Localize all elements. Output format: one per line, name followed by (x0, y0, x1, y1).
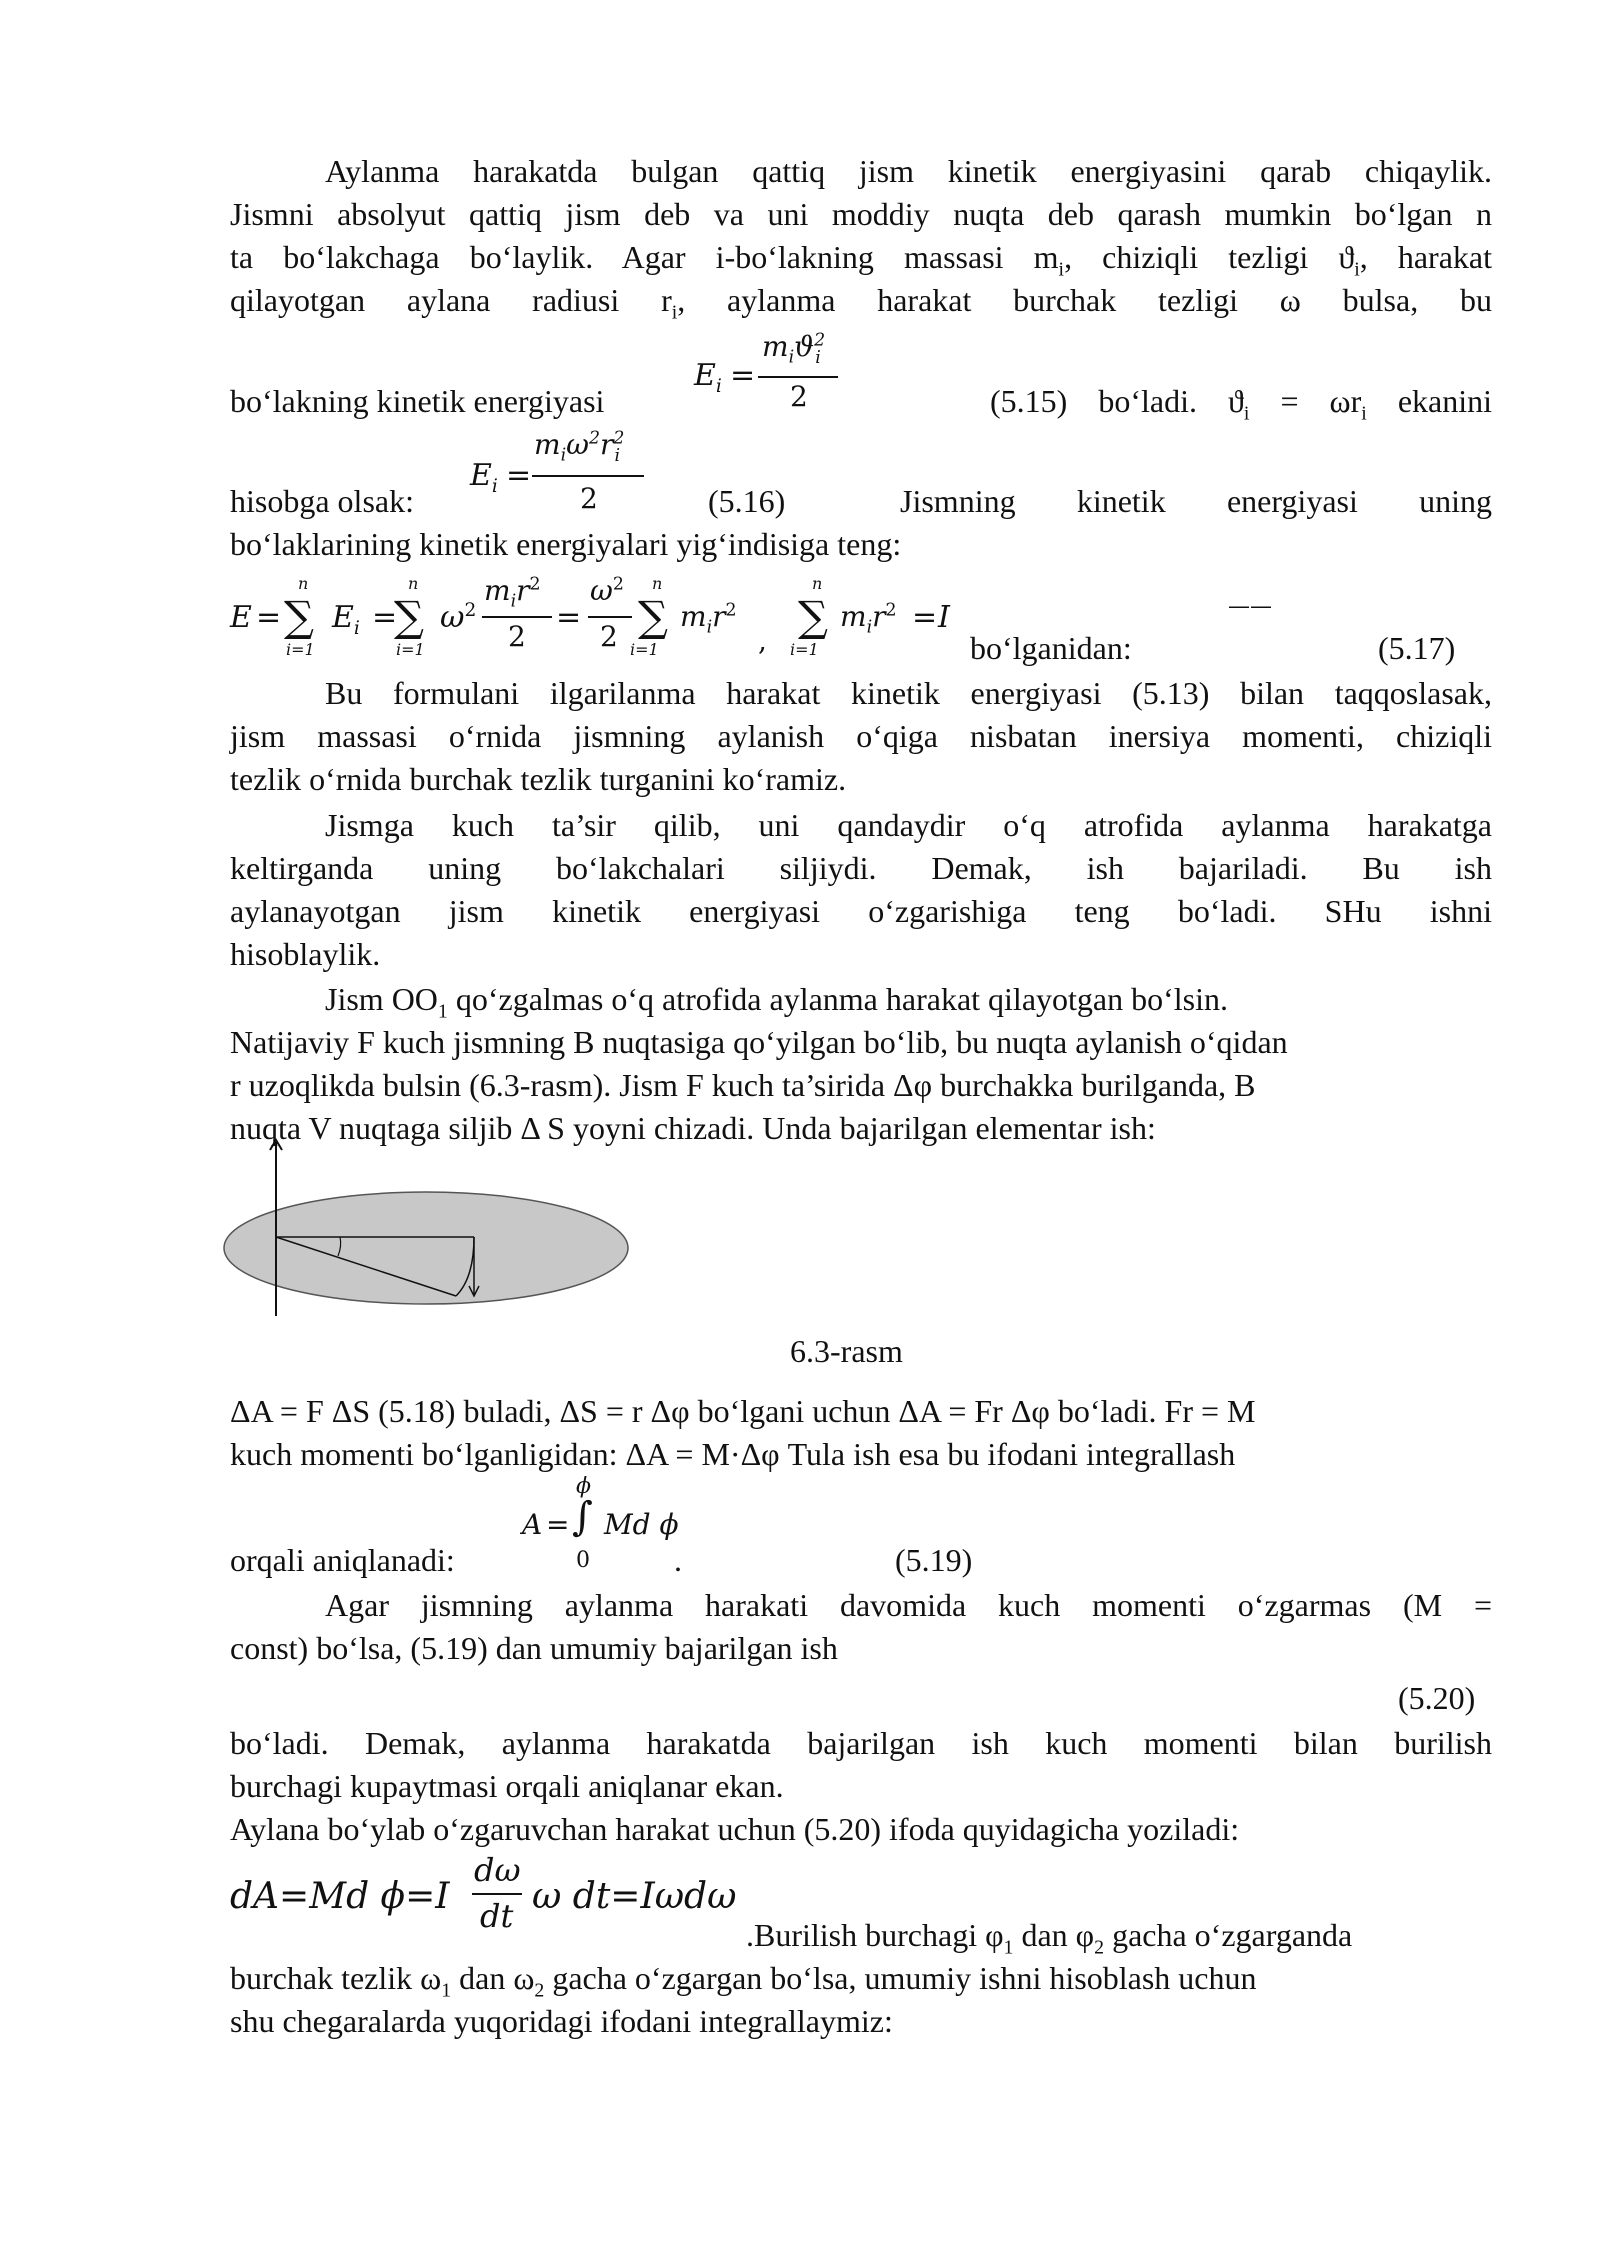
equation-number: (5.20) (1398, 1680, 1476, 1716)
text-line: Agar jismning aylanma harakati davomida kuch momenti o‘zgarmas (M = (325, 1587, 1492, 1623)
text-line: Jismga kuch ta’sir qilib, uni qandaydir o‘q atrofida aylanma harakatga (325, 807, 1492, 843)
text-line: ta bo‘lakchaga bo‘laylik. Agar i-bo‘lakning massasi $m_i$, chiziqli tezligi $ϑ_i$, harakat (230, 239, 1493, 281)
equation-number: (5.19) (895, 1542, 973, 1578)
text-line: tezlik o‘rnida burchak tezlik turganini ko‘ramiz. (230, 761, 847, 797)
text-line: hisoblaylik. (230, 936, 381, 972)
text-line: r uzoqlikda bulsin (6.3-rasm). Jism F kuch ta’sirida Δφ burchakka burilganda, B (230, 1067, 1256, 1103)
text-line: shu chegaralarda yuqoridagi ifodani integrallaymiz: (230, 2003, 893, 2039)
text-line: burchagi kupaytmasi orqali aniqlanar ekan. (230, 1768, 784, 1804)
text-line: jism massasi o‘rnida jismning aylanish o‘qiga nisbatan inersiya momenti, chiziqli (230, 718, 1492, 754)
text-line: kuch momenti bo‘lganligidan: ΔA = M·Δφ Tula ish esa bu ifodani integrallash (230, 1436, 1236, 1472)
text-fragment: . (674, 1542, 682, 1578)
text-line: Bu formulani ilgarilanma harakat kinetik energiyasi (5.13) bilan taqqoslasak, (325, 675, 1492, 711)
text-fragment: hisobga olsak: (230, 483, 414, 519)
text-line: burchak tezlik $\omega_1$ dan $\omega_2$ gacha o‘zgargan bo‘lsa, umumiy ishni hisoblash uchun (230, 1960, 1257, 2002)
text-fragment: Jismning kinetik energiyasi uning (900, 483, 1492, 519)
text-line: bo‘ladi. Demak, aylanma harakatda bajarilgan ish kuch momenti bilan burilish (230, 1725, 1492, 1761)
text-line: aylanayotgan jism kinetik energiyasi o‘zgarishiga teng bo‘ladi. SHu ishni (230, 893, 1492, 929)
figure-caption: 6.3-rasm (790, 1333, 903, 1369)
document-page: Aylanma harakatda bulgan qattiq jism kinetik energiyasini qarab chiqaylik. Jismni absolyut qattiq jism deb va uni moddiy nuqta deb qarash mumkin bo‘lgan n ta bo‘lakchaga bo‘laylik. Agar i-bo‘lakning massasi $m_i$, chiziqli tezligi $ϑ_i$, harakat qilayotgan aylana radiusi $r_i$, aylanma harakat burchak tezligi ω bulsa, bu bo‘lakning kinetik energiyasi $E_i$ = $m_iϑ^2_i$ 2 (5.15) bo‘ladi. $ϑ_i = \omega r_i$ ekanini hisobga olsak: $E_i$ = $m_i\omega^2r^2_i$ 2 (5.16) Jismning kinetik energiyasi uning bo‘laklarining kinetik energiyalari yig‘indisiga teng: E = n ∑ i=1 $E_i$ = n ∑ i=1 $\omega^2$ $m_ir^2$ 2 = $\omega^2$ 2 n ∑ i=1 $m_ir^2$ , n ∑ i=1 $m_ir^2$ = I —— bo‘lganidan: (5.17) Bu formulani ilgarilanma harakat kinetik energiyasi (5.13) bilan taqqoslasak, jism massasi o‘rnida jismning aylanish o‘qiga nisbatan inersiya momenti, chiziqli tezlik o‘rnida burchak tezlik turganini ko‘ramiz. Jismga kuch ta’sir qilib, uni qandaydir o‘q atrofida aylanma harakatga keltirganda uning bo‘lakchalari siljiydi. Demak, ish bajariladi. Bu ish aylanayotgan jism kinetik energiyasi o‘zgarishiga teng bo‘ladi. SHu ishni hisoblaylik. Jism $OO_1$ qo‘zgalmas o‘q atrofida aylanma harakat qilayotgan bo‘lsin. Natijaviy F kuch jismning B nuqtasiga qo‘yilgan bo‘lib, bu nuqta aylanish o‘qidan r uzoqlikda bulsin (6.3-rasm). Jism F kuch ta’sirida Δφ burchakka burilganda, B nuqta V nuqtaga siljib Δ S yoyni chizadi. Unda bajarilgan elementar ish: 6.3-rasm ΔA = F ΔS (5.18) buladi, ΔS = r Δφ bo‘lgani uchun ΔA = Fr Δφ bo‘ladi. Fr = M kuch momenti bo‘lganligidan: ΔA = M·Δφ Tula ish esa bu ifodani integrallash orqali aniqlanadi: ϕ A = ∫ 0 Md ϕ . (5.19) Agar jismning aylanma harakati davomida kuch momenti o‘zgarmas (M = const) bo‘lsa, (5.19) dan umumiy bajarilgan ish (5.20) bo‘ladi. Demak, aylanma harakatda bajarilgan ish kuch momenti bilan burilish burchagi kupaytmasi orqali aniqlanar ekan. Aylana bo‘ylab o‘zgaruvchan harakat uchun (5.20) ifoda quyidagicha yoziladi: dA=Md ϕ=I dω dt ω dt=Iωdω .Burilish burchagi $\varphi_1$ dan $\varphi_2$ gacha o‘zgarganda burchak tezlik $\omega_1$ dan $\omega_2$ gacha o‘zgargan bo‘lsa, umumiy ishni hisoblash uchun shu chegaralarda yuqoridagi ifodani integrallaymiz: (0, 0, 1600, 2262)
text-line: bo‘laklarining kinetik energiyalari yig‘indisiga teng: (230, 526, 902, 562)
text-fragment: bo‘lganidan: (970, 630, 1132, 666)
text-line: Jismni absolyut qattiq jism deb va uni moddiy nuqta deb qarash mumkin bo‘lgan n (230, 196, 1492, 232)
text-fragment: .Burilish burchagi $\varphi_1$ dan $\varphi_2$ gacha o‘zgarganda (746, 1917, 1353, 1959)
disc-ellipse (224, 1192, 628, 1304)
text-line: nuqta V nuqtaga siljib Δ S yoyni chizadi. Unda bajarilgan elementar ish: (230, 1110, 1156, 1146)
text-line: Jism $OO_1$ qo‘zgalmas o‘q atrofida aylanma harakat qilayotgan bo‘lsin. (325, 981, 1228, 1023)
text-line: qilayotgan aylana radiusi $r_i$, aylanma harakat burchak tezligi ω bulsa, bu (230, 282, 1492, 324)
text-line: ΔA = F ΔS (5.18) buladi, ΔS = r Δφ bo‘lgani uchun ΔA = Fr Δφ bo‘ladi. Fr = M (230, 1393, 1256, 1429)
text-fragment: (5.15) bo‘ladi. $ϑ_i = \omega r_i$ ekanini (990, 383, 1493, 425)
rotating-disc-figure (222, 1138, 632, 1338)
text-line: keltirganda uning bo‘lakchalari siljiydi. Demak, ish bajariladi. Bu ish (230, 850, 1492, 886)
equation-number: (5.17) (1378, 630, 1456, 666)
text-line: Aylana bo‘ylab o‘zgaruvchan harakat uchun (5.20) ifoda quyidagicha yoziladi: (230, 1811, 1240, 1847)
text-line: const) bo‘lsa, (5.19) dan umumiy bajarilgan ish (230, 1630, 838, 1666)
equation-number: (5.16) (708, 483, 786, 519)
text-line: Natijaviy F kuch jismning B nuqtasiga qo‘yilgan bo‘lib, bu nuqta aylanish o‘qidan (230, 1024, 1288, 1060)
text-fragment: bo‘lakning kinetik energiyasi (230, 383, 605, 419)
text-line: Aylanma harakatda bulgan qattiq jism kinetik energiyasini qarab chiqaylik. (325, 153, 1492, 189)
text-fragment: orqali aniqlanadi: (230, 1542, 455, 1578)
